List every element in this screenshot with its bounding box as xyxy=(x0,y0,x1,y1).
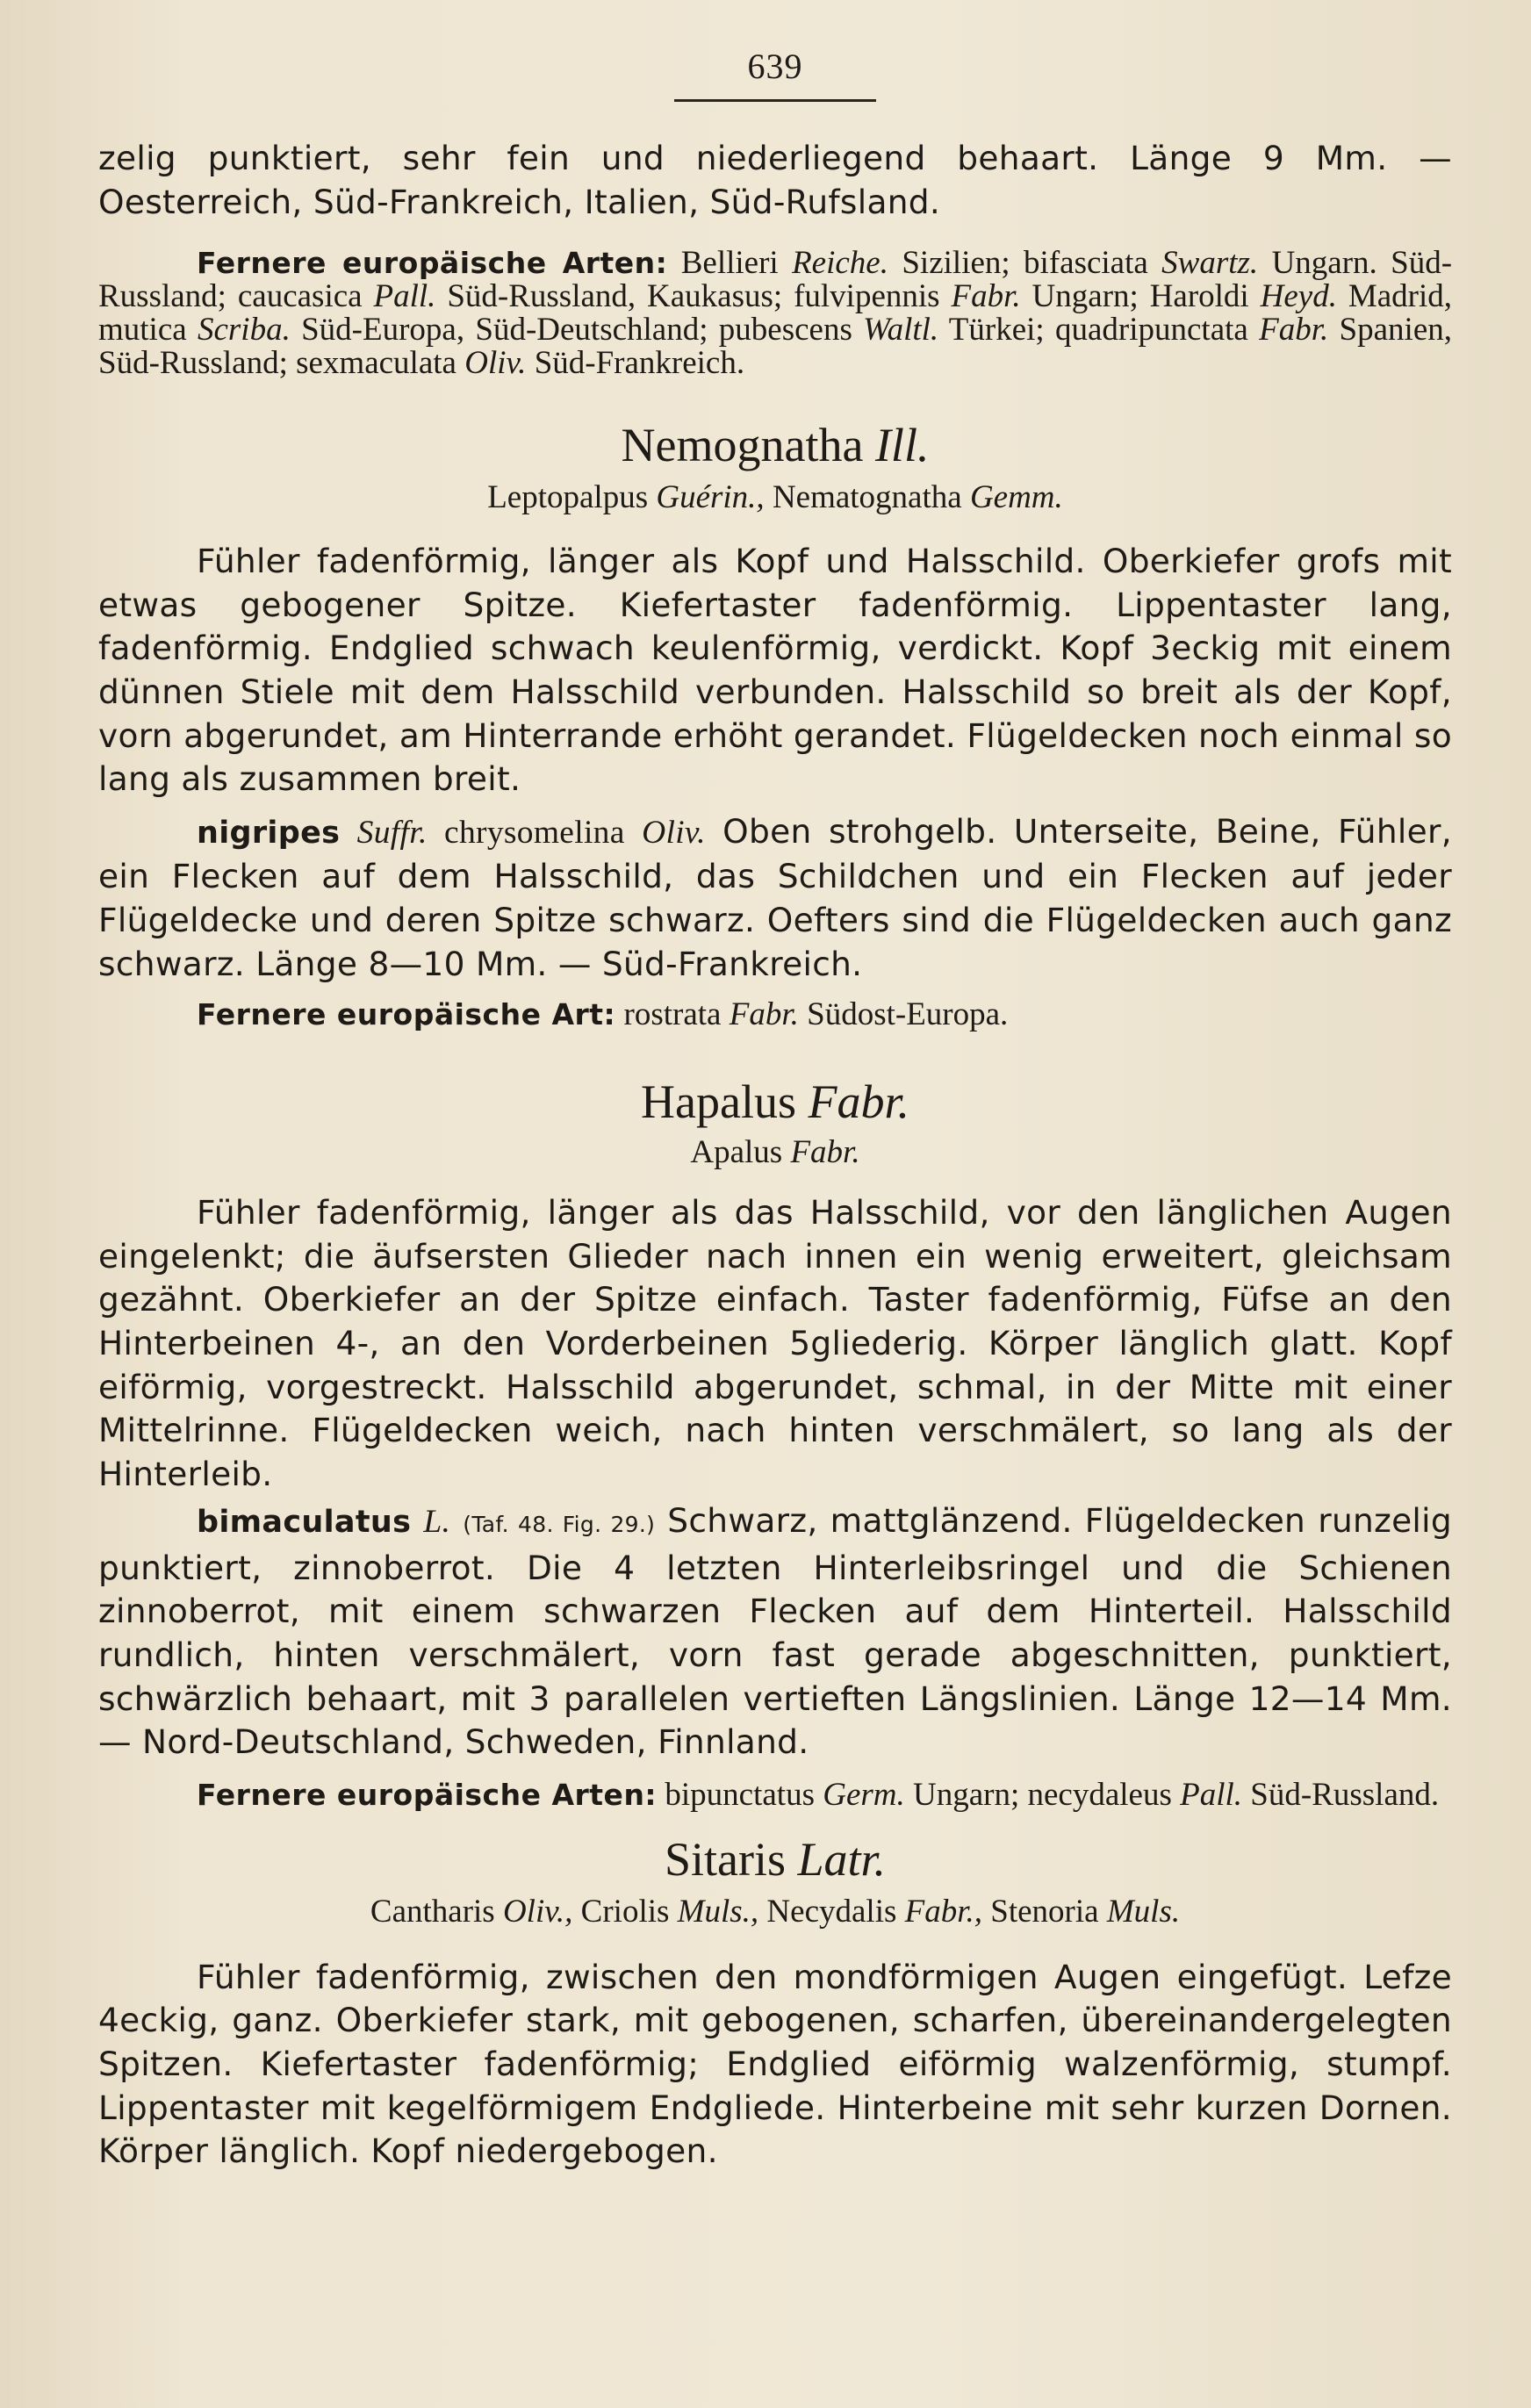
species-entry: Bellieri xyxy=(680,245,779,282)
synonym-name: Leptopalpus xyxy=(487,479,649,516)
species-author: Pall. xyxy=(1180,1776,1243,1813)
genus-synonyms xyxy=(98,478,1452,517)
species-locality: Ungarn; necydaleus xyxy=(913,1776,1172,1813)
species-author: Fabr. xyxy=(951,278,1021,315)
species-author: Fabr. xyxy=(1259,312,1329,349)
genus-synonyms xyxy=(98,1893,1452,1931)
species-locality: Süd-Frankreich. xyxy=(534,345,745,382)
synonym-name: Nematognatha xyxy=(772,479,962,516)
synonym-author: Muls., xyxy=(677,1893,759,1930)
synonym-author: Gemm. xyxy=(969,479,1063,516)
species-author: Heyd. xyxy=(1260,278,1337,315)
species-author: Swartz. xyxy=(1161,245,1259,282)
page-number: 639 xyxy=(747,47,803,86)
genus-heading-sitaris xyxy=(98,1833,1452,1886)
genus-description: Fühler fadenförmig, länger als Kopf und Halsschild. Oberkiefer grofs mit etwas gebogener Spitze. Kiefertaster fadenförmig. Lippentaster lang, fadenförmig. Endglied schwach keulenförmig, verdickt. Kopf 3eckig mit einem dünnen Stiele mit dem Halsschild verbunden. Halsschild so breit als der Kopf, vorn abgerundet, am Hinterrande erhöht gerandet. Flügeldecken noch einmal so lang als zusammen breit. xyxy=(98,542,1452,799)
intro-other-species xyxy=(98,247,1452,380)
genus-heading-nemognatha xyxy=(98,419,1452,471)
species-locality: Ungarn; Haroldi xyxy=(1031,278,1249,315)
other-species-label: Fernere europäische Arten: xyxy=(197,1777,658,1812)
species-author: Scriba. xyxy=(197,312,291,349)
plate-reference: (Taf. 48. Fig. 29.) xyxy=(463,1512,656,1538)
synonym-author: Guérin., xyxy=(656,479,765,516)
page-header xyxy=(98,0,1452,102)
species-author: L. xyxy=(423,1504,451,1541)
species-author: Suffr. xyxy=(356,814,428,851)
other-species xyxy=(98,998,1452,1031)
synonym-name: Criolis xyxy=(580,1893,670,1930)
synonym-author: Muls. xyxy=(1106,1893,1181,1930)
species-locality: Süd-Russland. xyxy=(1250,1776,1440,1813)
synonym-name: Cantharis xyxy=(370,1893,495,1930)
species-locality: Süd-Europa, Süd-Deutschland; pubescens xyxy=(301,312,852,349)
other-species-label: Fernere europäische Art: xyxy=(197,997,616,1032)
species-locality: Süd-Russland, Kaukasus; fulvipennis xyxy=(447,278,940,315)
species-locality: Ungarn. Süd-Russland; caucasica xyxy=(98,245,1453,315)
species-text: Schwarz, mattglänzend. Flügeldecken runzelig punktiert, zinnoberrot. Die 4 letzten Hinterleibsringel und die Schienen zinnoberrot, mit einem schwarzen Flecken auf dem Hinterteil. Halsschild rundlich, hinten verschmälert, vorn fast gerade abgeschnitten, punktiert, schwärzlich behaart, mit 3 parallelen vertieften Längslinien. Länge 12—14 Mm. — Nord-Deutschland, Schweden, Finnland. xyxy=(98,1501,1452,1762)
other-species-label: Fernere europäische Arten: xyxy=(197,246,668,281)
genus-name: Hapalus xyxy=(641,1075,796,1129)
intro-paragraph: zelig punktiert, sehr fein und niederliegend behaart. Länge 9 Mm. — Oesterreich, Süd-Frankreich, Italien, Süd-Rufsland. xyxy=(98,139,1452,221)
genus-synonyms xyxy=(98,1133,1452,1172)
species-text: Oben strohgelb. Unterseite, Beine, Fühler, ein Flecken auf dem Halsschild, das Schildchen und ein Flecken auf jeder Flügeldecke und deren Spitze schwarz. Oefters sind die Flügeldecken auch ganz schwarz. Länge 8—10 Mm. — Süd-Frankreich. xyxy=(98,811,1452,983)
species-synonym: chrysomelina xyxy=(444,814,625,851)
species-locality: Madrid, mutica xyxy=(98,278,1453,349)
species-locality: Türkei; quadripunctata xyxy=(948,312,1248,349)
species-author: Reiche. xyxy=(792,245,888,282)
synonym-author: Fabr. xyxy=(790,1134,860,1171)
species-author: Pall. xyxy=(373,278,436,315)
species-locality: Südost-Europa. xyxy=(807,996,1009,1033)
species-description xyxy=(98,1499,1452,1765)
genus-author: Ill. xyxy=(874,419,930,472)
genus-name: Nemognatha xyxy=(621,419,864,472)
species-name: nigripes xyxy=(197,815,341,851)
species-locality: Sizilien; bifasciata xyxy=(902,245,1148,282)
species-entry: rostrata xyxy=(623,996,722,1033)
species-entry: bipunctatus xyxy=(665,1776,815,1813)
species-name: bimaculatus xyxy=(197,1505,412,1541)
species-synonym-author: Oliv. xyxy=(642,814,706,851)
header-rule xyxy=(674,99,876,102)
synonym-author: Fabr., xyxy=(904,1893,983,1930)
genus-heading-hapalus xyxy=(98,1075,1452,1128)
species-description xyxy=(98,810,1452,986)
genus-name: Sitaris xyxy=(664,1832,786,1886)
synonym-author: Oliv., xyxy=(502,1893,573,1930)
genus-author: Latr. xyxy=(797,1832,887,1886)
species-author: Fabr. xyxy=(729,996,799,1033)
synonym-name: Apalus xyxy=(690,1134,783,1171)
genus-description: Fühler fadenförmig, länger als das Halsschild, vor den länglichen Augen eingelenkt; die äufsersten Glieder nach innen ein wenig erweitert, gleichsam gezähnt. Oberkiefer an der Spitze einfach. Taster fadenförmig, Füfse an den Hinterbeinen 4-, an den Vorderbeinen 5gliederig. Körper länglich glatt. Kopf eiförmig, vorgestreckt. Halsschild abgerundet, schmal, in der Mitte mit einer Mittelrinne. Flügeldecken weich, nach hinten verschmälert, so lang als der Hinterleib. xyxy=(98,1193,1452,1493)
genus-author: Fabr. xyxy=(808,1075,909,1129)
species-author: Waltl. xyxy=(863,312,939,349)
species-author: Germ. xyxy=(823,1776,905,1813)
species-locality: Spanien, Süd-Russland; sexmaculata xyxy=(98,312,1452,382)
other-species xyxy=(98,1776,1452,1813)
genus-description: Fühler fadenförmig, zwischen den mondförmigen Augen eingefügt. Lefze 4eckig, ganz. Oberkiefer stark, mit gebogenen, scharfen, übereinandergelegten Spitzen. Kiefertaster fadenförmig; Endglied eiförmig walzenförmig, stumpf. Lippentaster mit kegelförmigem Endgliede. Hinterbeine mit sehr kurzen Dornen. Körper länglich. Kopf niedergebogen. xyxy=(98,1957,1452,2171)
synonym-name: Stenoria xyxy=(990,1893,1099,1930)
synonym-name: Necydalis xyxy=(766,1893,897,1930)
species-author: Oliv. xyxy=(464,345,527,382)
